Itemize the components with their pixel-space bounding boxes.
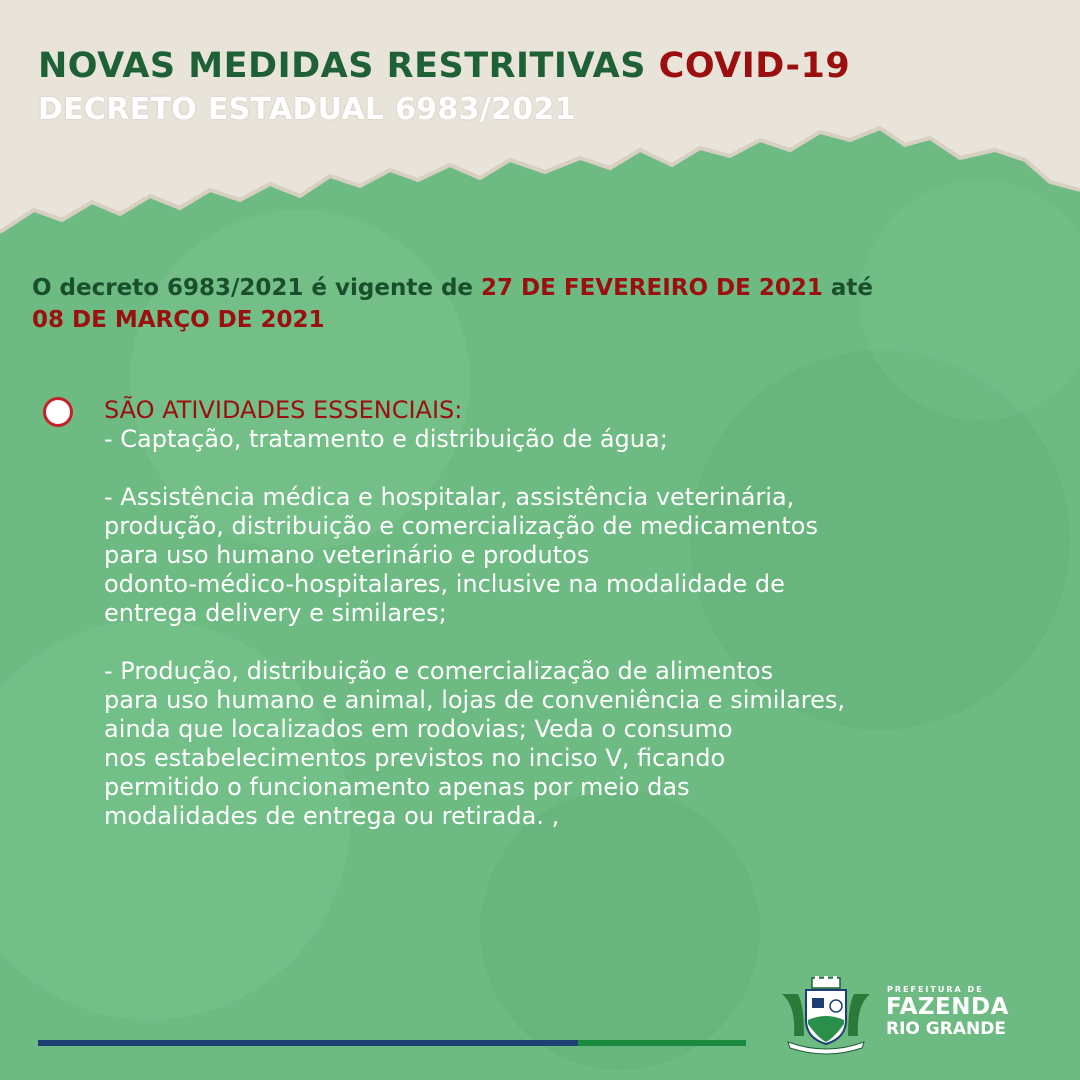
intro-connector: até bbox=[830, 275, 874, 301]
intro-prefix: O decreto 6983/2021 é vigente de bbox=[32, 275, 474, 301]
title-accent: COVID-19 bbox=[658, 46, 851, 86]
section-heading: SÃO ATIVIDADES ESSENCIAIS: bbox=[104, 396, 463, 424]
municipal-coat-of-arms-icon bbox=[774, 976, 878, 1056]
end-date: 08 DE MARÇO DE 2021 bbox=[32, 307, 325, 333]
title-main: NOVAS MEDIDAS RESTRITIVAS bbox=[38, 46, 646, 86]
brand-name: FAZENDA bbox=[886, 994, 1009, 1020]
list-item: - Captação, tratamento e distribuição de água; bbox=[104, 425, 668, 453]
bullet-circle-icon bbox=[43, 397, 73, 427]
page-subtitle: DECRETO ESTADUAL 6983/2021 bbox=[38, 92, 576, 127]
brand-name-sub: RIO GRANDE bbox=[886, 1019, 1006, 1039]
start-date: 27 DE FEVEREIRO DE 2021 bbox=[481, 275, 823, 301]
list-item: - Assistência médica e hospitalar, assistência veterinária, produção, distribuição e comercialização de medicamentos para uso humano veterinário e produtos odonto-médico-hospitalares, inclusive na modalidade de entrega delivery e similares; bbox=[104, 483, 818, 627]
essential-activities-section bbox=[104, 396, 1054, 831]
page-title bbox=[38, 46, 850, 86]
footer-divider-green bbox=[578, 1040, 746, 1046]
footer-divider-blue bbox=[38, 1040, 578, 1046]
brand-prefix: PREFEITURA DE bbox=[887, 985, 984, 994]
list-item: - Produção, distribuição e comercialização de alimentos para uso humano e animal, lojas de conveniência e similares, ainda que localizados em rodovias; Veda o consumo nos estabelecimentos previstos no inciso V, ficando permitido o funcionamento apenas por meio das modalidades de entrega ou retirada. , bbox=[104, 657, 846, 830]
decree-intro bbox=[32, 272, 1042, 336]
